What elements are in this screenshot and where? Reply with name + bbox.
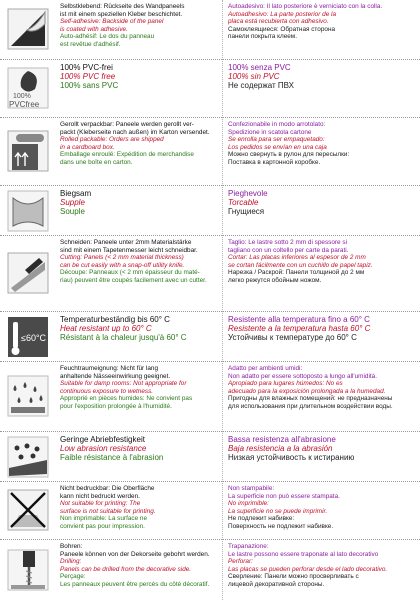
text-line-en: Cutting: Panels (< 2 mm material thickness) xyxy=(60,254,184,261)
text-line-it: tagliano con un coltello per carte da parati. xyxy=(228,246,349,254)
text-column-it-es-ru xyxy=(228,63,418,91)
feature-row xyxy=(0,0,420,58)
feature-icon xyxy=(5,188,51,234)
text-column-it-es-ru xyxy=(228,239,418,284)
text-line-it: Bassa resistenza all'abrasione xyxy=(228,435,336,444)
text-line-fr: dans une boîte en carton. xyxy=(60,158,133,166)
text-column-de-en-fr xyxy=(60,315,212,343)
text-line-it: Taglio: Le lastre sotto 2 mm di spessore si xyxy=(228,239,347,246)
text-line-fr: Faible résistance à l'abrasion xyxy=(60,453,164,463)
text-column-de-en-fr xyxy=(60,63,212,91)
text-line-fr: Résistant à la chaleur jusqu'à 60° C xyxy=(60,333,187,343)
icon-label-temp: ≤60°C xyxy=(21,333,47,343)
feature-row xyxy=(0,312,420,360)
text-line-de: sind mit einem Tapetenmesser leicht schneidbar. xyxy=(60,246,198,254)
text-column-it-es-ru xyxy=(228,435,418,463)
icon-label-percent: 100% xyxy=(13,93,31,100)
feature-icon xyxy=(5,65,51,111)
text-line-ru: Гнущиеся xyxy=(228,207,265,217)
text-line-it: Adatto per ambienti umidi: xyxy=(228,365,303,372)
text-line-en: can be cut easily with a snap-off utility knife. xyxy=(60,261,185,269)
heat-thermometer-icon xyxy=(5,314,51,360)
text-line-en: Drilling: xyxy=(60,558,82,565)
text-line-ru: Пригодны для влажных помещений: не предназначены xyxy=(228,395,393,402)
row-separator xyxy=(0,59,420,60)
row-separator xyxy=(0,539,420,540)
text-line-en: Rolled packable: Orders are shipped xyxy=(60,136,164,143)
text-line-ru: для использования при длительном воздействии воды. xyxy=(228,402,393,410)
no-print-icon xyxy=(5,487,51,533)
text-line-es: Baja resistencia a la abrasión xyxy=(228,444,333,454)
feature-row xyxy=(0,362,420,430)
text-line-it: Spedizione in scatola cartone xyxy=(228,128,312,136)
text-column-de-en-fr xyxy=(60,485,212,530)
text-line-en: Supple xyxy=(60,198,85,208)
text-line-fr: Les panneaux peuvent être percés du côté décoratif. xyxy=(60,580,210,588)
text-line-es: No imprimible: xyxy=(228,500,269,507)
row-separator xyxy=(0,481,420,482)
text-line-ru: панели покрыта клеем. xyxy=(228,33,297,40)
abrasion-dots-icon xyxy=(5,434,51,480)
text-line-es: Los pedidos se envían en una caja xyxy=(228,143,327,151)
text-line-ru: легко режутся обойным ножом. xyxy=(228,276,322,284)
text-line-it: Confezionabile in modo arrotolato: xyxy=(228,121,326,128)
text-line-es: La superficie no se puede imprimir. xyxy=(228,507,328,515)
text-line-fr: Souple xyxy=(60,207,85,217)
text-line-ru: Устойчивы к температуре до 60° C xyxy=(228,333,357,343)
text-line-it: La superficie non può essere stampata. xyxy=(228,492,340,500)
text-line-fr: Non imprimable: La surface ne xyxy=(60,515,148,522)
text-column-it-es-ru xyxy=(228,543,418,588)
feature-icon xyxy=(5,373,51,419)
text-line-es: Resistente a la temperatura hasta 60° C xyxy=(228,324,371,334)
text-line-ru: Поставка в картонной коробке. xyxy=(228,158,321,166)
row-separator xyxy=(0,117,420,118)
text-line-es: Perforar: xyxy=(228,558,253,565)
drill-icon xyxy=(5,547,51,593)
row-separator xyxy=(0,185,420,186)
text-column-it-es-ru xyxy=(228,121,418,166)
row-separator xyxy=(0,431,420,432)
text-line-es: 100% sin PVC xyxy=(228,72,280,82)
text-column-de-en-fr xyxy=(60,365,212,410)
text-line-de: kann nicht bedruckt werden. xyxy=(60,492,140,500)
text-line-es: placa está recubierta con adhesivo. xyxy=(228,18,329,25)
text-line-en: Not suitable for printing: The xyxy=(60,500,141,507)
feature-icon xyxy=(5,250,51,296)
text-line-es: Apropiado para lugares húmedos: No es xyxy=(228,380,343,387)
feature-icon xyxy=(5,314,51,360)
text-line-de: Feuchtraumeignung: Nicht für lang xyxy=(60,365,159,372)
text-line-de: Schneiden: Paneele unter 2mm Materialstärke xyxy=(60,239,192,246)
text-line-en: Self-adhesive: Backside of the panel xyxy=(60,18,164,25)
feature-row xyxy=(0,186,420,234)
text-line-de: Temperaturbeständig bis 60° C xyxy=(60,315,170,324)
feature-row xyxy=(0,60,420,116)
feature-icon xyxy=(5,434,51,480)
text-line-es: adecuado para la exposición prolongada a la humedad. xyxy=(228,387,386,395)
text-column-de-en-fr xyxy=(60,239,212,284)
feature-row xyxy=(0,118,420,184)
text-line-en: Low abrasion resistance xyxy=(60,444,147,454)
text-line-it: Non adatto per essere sottoposto a lungo all'umidità. xyxy=(228,372,378,380)
text-line-en: surface is not suitable for printing. xyxy=(60,507,156,515)
row-separator xyxy=(0,361,420,362)
text-line-it: Pieghevole xyxy=(228,189,268,198)
rolled-box-icon xyxy=(5,128,51,174)
text-line-it: Trapanazione: xyxy=(228,543,269,550)
text-line-ru: Не подлежит набивке: xyxy=(228,515,295,522)
text-line-en: 100% PVC free xyxy=(60,72,116,82)
text-line-ru: Низкая устойчивость к истиранию xyxy=(228,453,355,463)
text-line-it: Non stampabile: xyxy=(228,485,275,492)
feature-row xyxy=(0,540,420,600)
text-line-de: anhaltende Nässeeinwirkung geeignet. xyxy=(60,372,171,380)
adhesive-backing-icon xyxy=(5,6,51,52)
text-column-de-en-fr xyxy=(60,435,212,463)
text-line-en: in a cardboard box. xyxy=(60,143,115,151)
water-drops-icon xyxy=(5,373,51,419)
text-line-es: Autoadhesivo: La parte posterior de la xyxy=(228,10,337,18)
text-line-fr: est revêtue d'adhésif. xyxy=(60,40,121,48)
pvc-free-leaf-icon xyxy=(5,65,51,111)
text-line-ru: Можно свернуть в рулон для пересылки: xyxy=(228,151,350,158)
text-line-de: Selbstklebend: Rückseite des Wandpaneels xyxy=(60,3,185,10)
text-line-es: Se enrolla para ser empaquetado: xyxy=(228,136,325,143)
text-line-es: Torcable xyxy=(228,198,259,208)
text-column-de-en-fr xyxy=(60,121,212,166)
text-column-it-es-ru xyxy=(228,189,418,217)
text-line-de: Biegsam xyxy=(60,189,92,198)
text-line-fr: Auto-adhésif: Le dos du panneau xyxy=(60,33,155,40)
text-line-de: ist mit einem speziellen Kleber beschichtet. xyxy=(60,10,183,18)
text-column-it-es-ru xyxy=(228,485,418,530)
text-line-en: Heat resistant up to 60° C xyxy=(60,324,152,334)
text-column-it-es-ru xyxy=(228,3,418,41)
text-line-ru: Сверление: Панели можно просверливать с xyxy=(228,573,359,580)
text-line-ru: Поверхность не подлежит набивке. xyxy=(228,522,334,530)
text-line-fr: riau) peuvent être coupés facilement avec un cutter. xyxy=(60,276,207,284)
text-line-fr: Perçage: xyxy=(60,573,86,580)
feature-icon xyxy=(5,128,51,174)
row-separator xyxy=(0,235,420,236)
text-line-it: 100% senza PVC xyxy=(228,63,291,72)
feature-icon xyxy=(5,487,51,533)
text-line-es: se cortan fácilmente con un cuchillo de papel tapiz. xyxy=(228,261,373,269)
text-line-de: Geringe Abriebfestigkeit xyxy=(60,435,145,444)
feature-row xyxy=(0,236,420,310)
text-line-de: packt (Kleberseite nach außen) im Karton versendet. xyxy=(60,128,210,136)
text-line-en: is coated with adhesive. xyxy=(60,25,128,33)
text-line-de: Bohren: xyxy=(60,543,83,550)
text-line-es: Cortar: Las placas inferiores al espesor de 2 mm xyxy=(228,254,366,261)
text-line-de: 100% PVC-frei xyxy=(60,63,113,72)
row-separator xyxy=(0,311,420,312)
feature-row xyxy=(0,432,420,480)
text-line-it: Resistente alla temperatura fino a 60° C xyxy=(228,315,370,324)
flexible-panel-icon xyxy=(5,188,51,234)
icon-label-pvcfree: PVCfree xyxy=(9,100,40,109)
feature-icon xyxy=(5,547,51,593)
text-line-ru: Самоклеящиеся: Обратная сторона xyxy=(228,25,336,33)
text-line-fr: Approprié en pièces humides: Ne convient pas xyxy=(60,395,193,402)
text-line-en: Panels can be drilled from the decorative side. xyxy=(60,565,192,573)
text-line-ru: Не содержат ПВХ xyxy=(228,81,294,91)
feature-icon xyxy=(5,6,51,52)
text-line-fr: Emballage enroulé: Expédition de merchandise xyxy=(60,151,194,158)
text-line-fr: pour l'exposition prolongée à l'humidité. xyxy=(60,402,172,410)
text-line-de: Nicht bedruckbar: Die Oberfläche xyxy=(60,485,155,492)
text-line-es: Las placas se pueden perforar desde el lado decorativo. xyxy=(228,565,388,573)
text-line-fr: convient pas pour impression. xyxy=(60,522,145,530)
text-column-de-en-fr xyxy=(60,543,212,588)
text-column-it-es-ru xyxy=(228,315,418,343)
feature-row xyxy=(0,482,420,538)
text-line-ru: Нарезка / Раскрой: Панели толщиной до 2 мм xyxy=(228,269,365,276)
text-line-en: continuous exposure to wetness. xyxy=(60,387,154,395)
text-column-de-en-fr xyxy=(60,189,212,217)
text-column-it-es-ru xyxy=(228,365,418,410)
cutter-knife-icon xyxy=(5,250,51,296)
text-line-de: Gerollt verpackbar: Paneele werden gerollt ver- xyxy=(60,121,194,128)
text-column-de-en-fr xyxy=(60,3,212,48)
text-line-it: Le lastre possono essere traponate al lato decorativo xyxy=(228,550,379,558)
text-line-de: Paneele können von der Dekorseite gebohrt werden. xyxy=(60,550,210,558)
text-line-fr: Découpe: Panneaux (< 2 mm épaisseur du maté- xyxy=(60,269,200,276)
text-line-en: Suitable for damp rooms: Not appropriate for xyxy=(60,380,187,387)
text-line-ru: лицевой декоративной стороны. xyxy=(228,580,325,588)
text-line-it: Autoadesivo: Il lato posteriore è verniciato con la colla. xyxy=(228,3,383,10)
text-line-fr: 100% sans PVC xyxy=(60,81,119,91)
